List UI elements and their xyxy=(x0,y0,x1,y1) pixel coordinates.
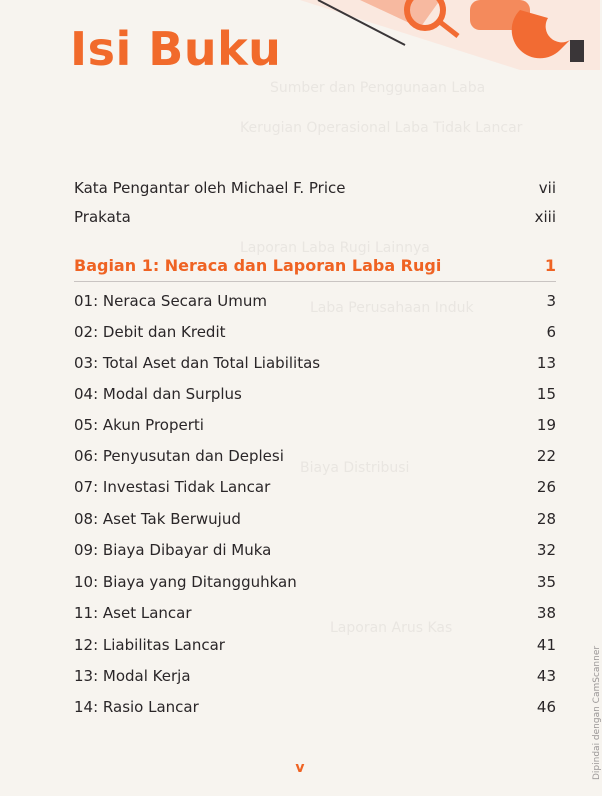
toc-entry-label: Kata Pengantar oleh Michael F. Price xyxy=(74,179,346,197)
chapter-page: 35 xyxy=(536,573,556,591)
chapter-label: 13: Modal Kerja xyxy=(74,667,191,685)
toc-chapter[interactable] xyxy=(74,447,556,471)
chapter-page: 26 xyxy=(536,478,556,496)
toc-entry-preface[interactable] xyxy=(74,208,556,232)
scanner-watermark-text: Dipindai dengan CamScanner xyxy=(592,645,602,780)
chapter-label: 04: Modal dan Surplus xyxy=(74,385,242,403)
toc-entry-page: xiii xyxy=(534,208,556,226)
toc-chapter[interactable] xyxy=(74,604,556,628)
chapter-label: 01: Neraca Secara Umum xyxy=(74,292,267,310)
section-page: 1 xyxy=(544,256,556,275)
chapter-page: 19 xyxy=(536,416,556,434)
toc-chapter[interactable] xyxy=(74,636,556,660)
chapter-label: 11: Aset Lancar xyxy=(74,604,192,622)
chapter-label: 14: Rasio Lancar xyxy=(74,698,199,716)
chapter-label: 08: Aset Tak Berwujud xyxy=(74,510,241,528)
chapter-page: 38 xyxy=(536,604,556,622)
toc-chapter[interactable] xyxy=(74,573,556,597)
toc-chapter[interactable] xyxy=(74,667,556,691)
chapter-page: 41 xyxy=(536,636,556,654)
chapter-page: 28 xyxy=(536,510,556,528)
chapter-label: 03: Total Aset dan Total Liabilitas xyxy=(74,354,321,372)
chapter-label: 02: Debit dan Kredit xyxy=(74,323,226,341)
section-label: Bagian 1: Neraca dan Laporan Laba Rugi xyxy=(74,256,442,275)
chapter-label: 09: Biaya Dibayar di Muka xyxy=(74,541,272,559)
chapter-label: 05: Akun Properti xyxy=(74,416,204,434)
chapter-label: 12: Liabilitas Lancar xyxy=(74,636,225,654)
chapter-page: 13 xyxy=(536,354,556,372)
chapter-page: 22 xyxy=(536,447,556,465)
toc-chapter[interactable] xyxy=(74,323,556,347)
toc-entry-foreword[interactable] xyxy=(74,179,556,203)
toc-chapter[interactable] xyxy=(74,541,556,565)
toc-entry-page: vii xyxy=(538,179,556,197)
chapter-page: 15 xyxy=(536,385,556,403)
chapter-page: 32 xyxy=(536,541,556,559)
chapter-label: 07: Investasi Tidak Lancar xyxy=(74,478,271,496)
chapter-label: 10: Biaya yang Ditangguhkan xyxy=(74,573,297,591)
scanner-watermark xyxy=(580,645,602,780)
toc-chapter[interactable] xyxy=(74,416,556,440)
chapter-page: 46 xyxy=(536,698,556,716)
toc-chapter[interactable] xyxy=(74,510,556,534)
toc-chapter[interactable] xyxy=(74,478,556,502)
page-title: Isi Buku xyxy=(70,22,282,76)
chapter-page: 3 xyxy=(546,292,556,310)
section-divider xyxy=(74,281,556,282)
chapter-label: 06: Penyusutan dan Deplesi xyxy=(74,447,284,465)
chapter-page: 43 xyxy=(536,667,556,685)
toc-section-part-1[interactable] xyxy=(74,256,556,280)
toc-chapter[interactable] xyxy=(74,698,556,722)
book-page: Isi Buku Sumber dan Penggunaan Laba Kerugian Operasional Laba Tidak Lancar Laporan Laba Rugi Lainnya Laba Perusahaan Induk Biaya Distribusi Laporan Arus Kas Kata Pengantar oleh Michael F. Price vii Prakata xiii Bagian 1: Neraca dan Laporan Laba Rugi 1 01: Neraca Secara Umum 3 02: Debit dan Kredit 6 03: Total Aset dan Total Liabilitas 13 04: Modal dan Surplus 15 05: Akun Properti 19 06: Penyusutan dan Deplesi 22 07: Investasi Tidak Lancar 26 08: Aset Tak Berwujud 28 09: Biaya Dibayar di Muka 32 10: Biaya yang Ditangguhkan 35 11: Aset Lancar 38 12: Liabilitas Lancar 41 13: Modal Kerja 43 14: Rasio Lancar 46 v Dipindai dengan CamScanner xyxy=(0,0,600,796)
toc-chapter[interactable] xyxy=(74,354,556,378)
toc-entry-label: Prakata xyxy=(74,208,131,226)
toc-chapter[interactable] xyxy=(74,292,556,316)
chapter-page: 6 xyxy=(546,323,556,341)
toc-chapter[interactable] xyxy=(74,385,556,409)
page-number: v xyxy=(295,760,305,776)
